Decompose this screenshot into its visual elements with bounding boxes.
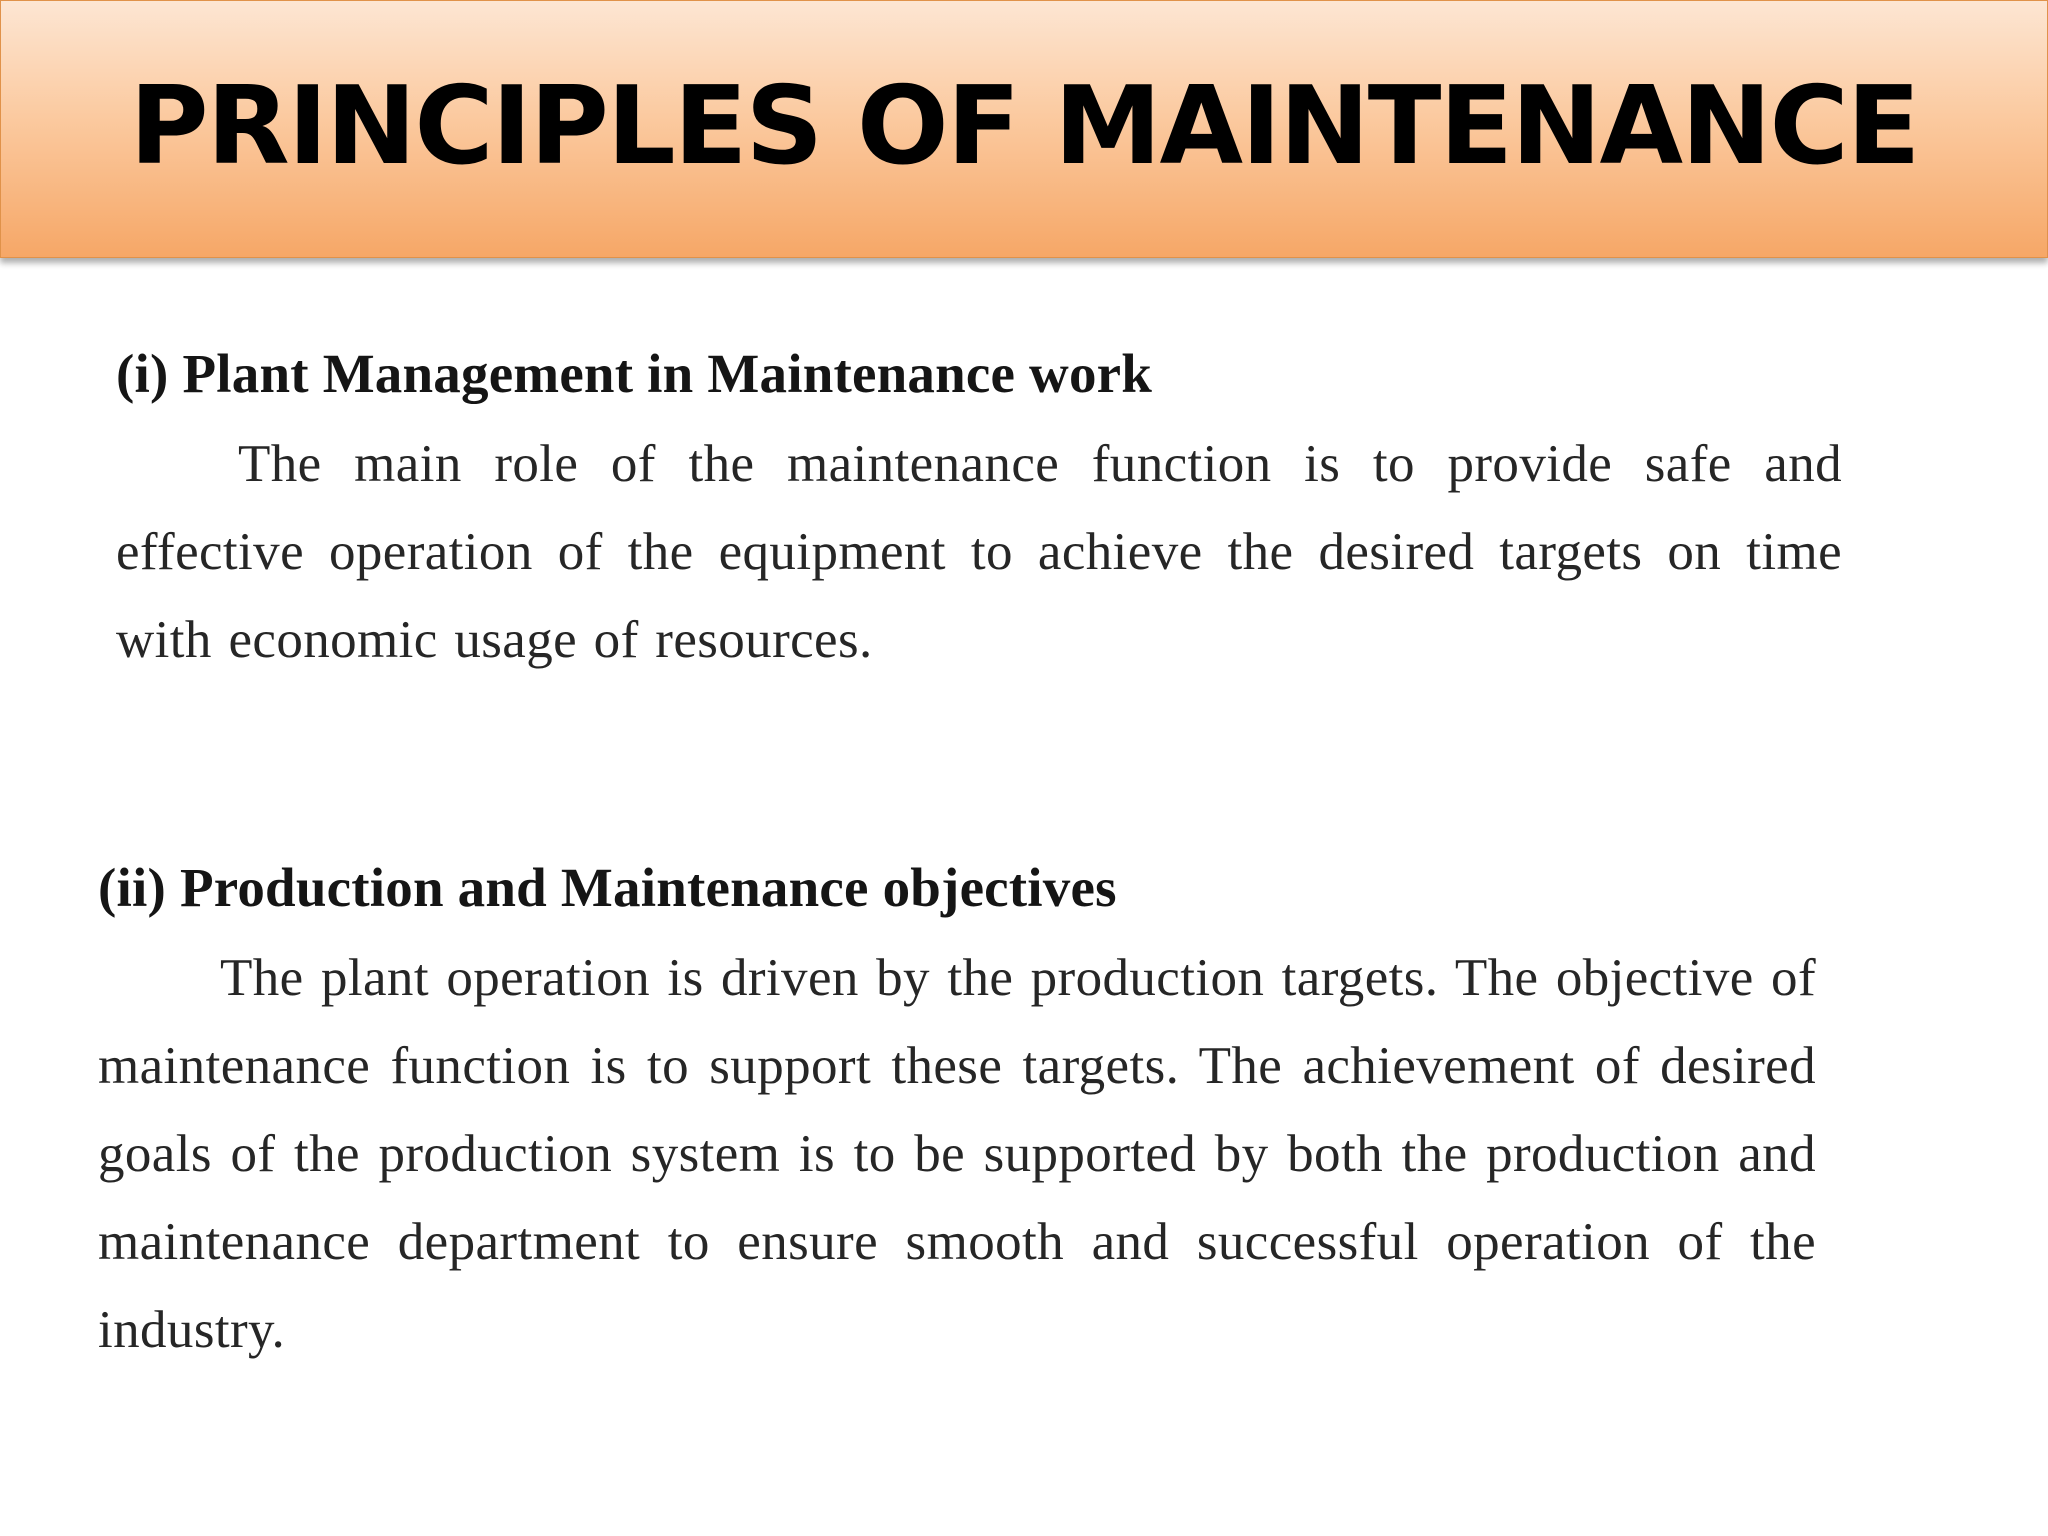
section-paragraph: The main role of the maintenance function is to provide safe and effective operation of the equipment to achieve the desired targets on time with economic usage of resources. xyxy=(116,435,1842,669)
section-paragraph: The plant operation is driven by the production targets. The objective of maintenance function is to support these targets. The achievement of desired goals of the production system is to be supported by both the production and maintenance department to ensure smooth and successful operation of the industry. xyxy=(98,949,1816,1359)
slide-title: PRINCIPLES OF MAINTENANCE xyxy=(129,63,1919,189)
section-heading: (ii) Production and Maintenance objectives xyxy=(98,857,1117,918)
section-plant-management xyxy=(116,338,1842,684)
section-heading: (i) Plant Management in Maintenance work xyxy=(116,343,1153,404)
title-banner xyxy=(0,0,2048,258)
section-production-objectives xyxy=(98,852,1816,1374)
